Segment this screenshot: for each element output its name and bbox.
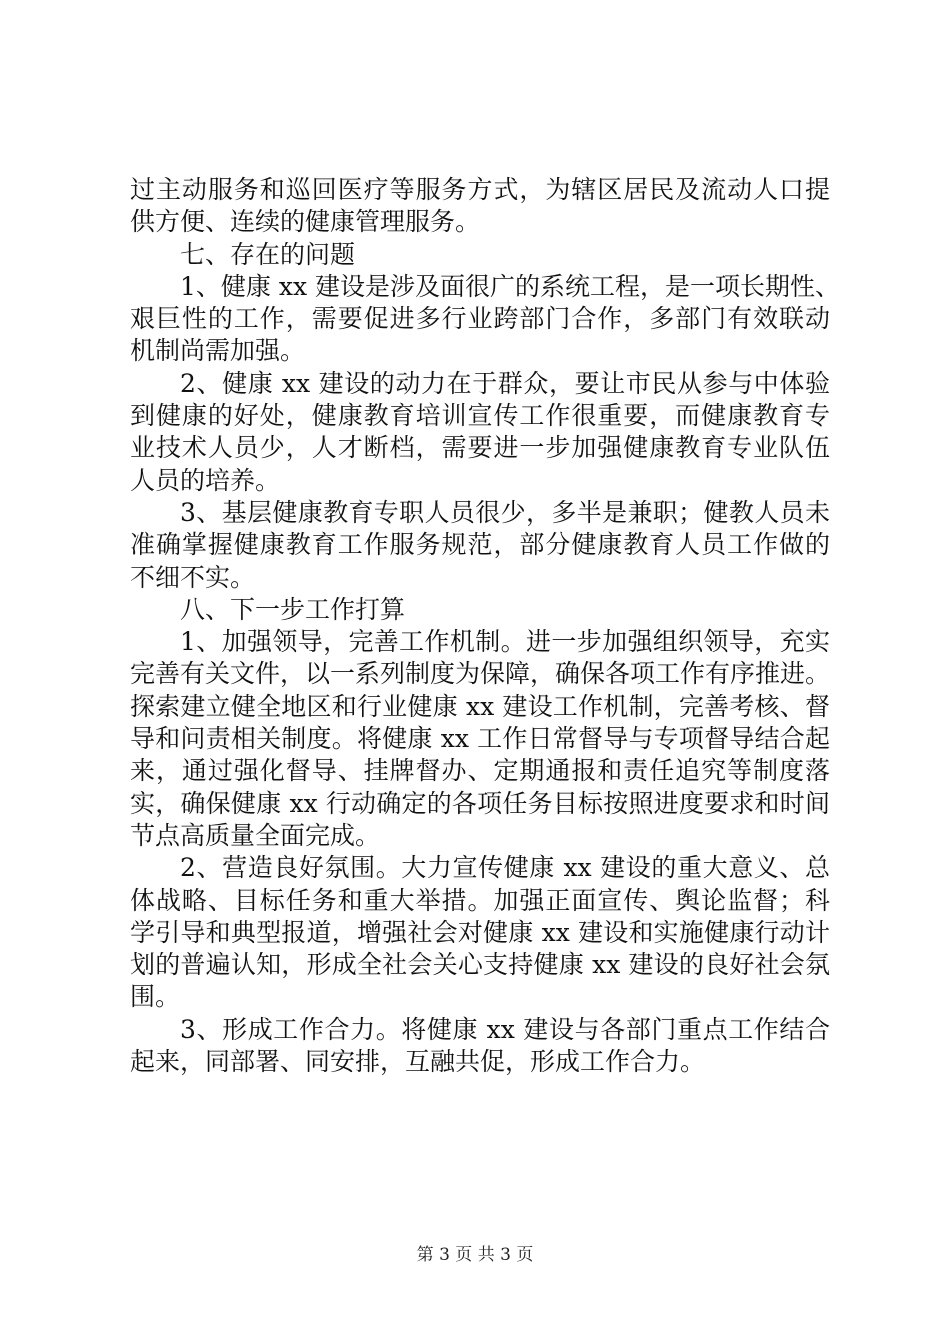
text-line: 围。 <box>130 982 181 1012</box>
text-line: 2、健康 xx 建设的动力在于群众，要让市民从参与中体验 <box>180 368 830 398</box>
text-line: 八、下一步工作打算 <box>180 594 406 624</box>
text-line: 节点高质量全面完成。 <box>130 820 381 850</box>
text-line: 业技术人员少，人才断档，需要进一步加强健康教育专业队伍 <box>130 433 830 463</box>
text-line: 2、营造良好氛围。大力宣传健康 xx 建设的重大意义、总 <box>180 853 830 883</box>
text-line: 学引导和典型报道，增强社会对健康 xx 建设和实施健康行动计 <box>130 917 830 947</box>
text-line: 探索建立健全地区和行业健康 xx 建设工作机制，完善考核、督 <box>130 691 830 721</box>
document-body <box>130 174 840 1078</box>
text-line: 准确掌握健康教育工作服务规范，部分健康教育人员工作做的 <box>130 530 830 560</box>
text-line: 供方便、连续的健康管理服务。 <box>130 207 481 237</box>
text-line: 1、加强领导，完善工作机制。进一步加强组织领导，充实 <box>180 627 830 657</box>
text-line: 七、存在的问题 <box>180 239 356 269</box>
text-line: 3、基层健康教育专职人员很少，多半是兼职；健教人员未 <box>180 497 830 527</box>
text-line: 过主动服务和巡回医疗等服务方式，为辖区居民及流动人口提 <box>130 175 830 204</box>
text-line: 艰巨性的工作，需要促进多行业跨部门合作，多部门有效联动 <box>130 304 830 334</box>
text-line: 到健康的好处，健康教育培训宣传工作很重要，而健康教育专 <box>130 401 830 431</box>
text-line: 3、形成工作合力。将健康 xx 建设与各部门重点工作结合 <box>180 1014 830 1044</box>
text-line: 人员的培养。 <box>130 465 281 495</box>
text-line: 起来，同部署、同安排，互融共促，形成工作合力。 <box>130 1047 706 1077</box>
text-line: 不细不实。 <box>130 562 256 592</box>
text-line: 机制尚需加强。 <box>130 336 306 366</box>
text-line: 体战略、目标任务和重大举措。加强正面宣传、舆论监督；科 <box>130 885 830 915</box>
text-line: 1、健康 xx 建设是涉及面很广的系统工程，是一项长期性、 <box>180 271 840 301</box>
page-footer: 第 3 页 共 3 页 <box>416 1245 534 1265</box>
text-line: 实，确保健康 xx 行动确定的各项任务目标按照进度要求和时间 <box>130 788 830 818</box>
text-line: 完善有关文件，以一系列制度为保障，确保各项工作有序推进。 <box>130 659 831 689</box>
text-line: 划的普遍认知，形成全社会关心支持健康 xx 建设的良好社会氛 <box>130 950 830 980</box>
text-line: 导和问责相关制度。将健康 xx 工作日常督导与专项督导结合起 <box>130 724 830 754</box>
text-line: 来，通过强化督导、挂牌督办、定期通报和责任追究等制度落 <box>130 756 830 786</box>
